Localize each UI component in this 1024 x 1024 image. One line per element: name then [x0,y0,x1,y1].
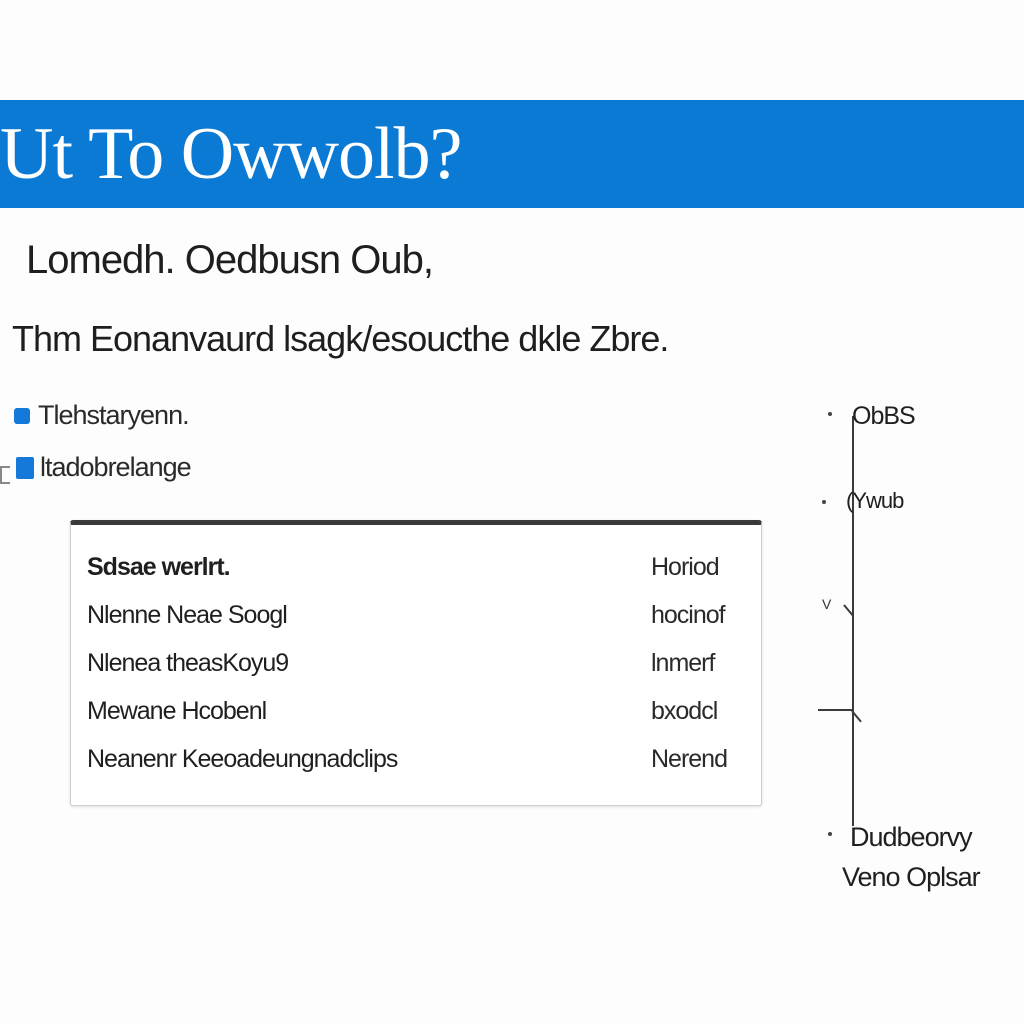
bracket-icon [0,466,10,484]
option-1[interactable] [14,400,189,431]
page-description: Thm Eonanvaurd lsagk/esoucthe dkle Zbre. [12,318,669,359]
timeline-dot-icon [828,832,832,836]
table-cell-name: Neanenr Keeoadeungnadclips [87,745,398,773]
side-label-3[interactable]: Dudbeorvy [850,822,972,852]
side-label-1[interactable]: ObBS [852,402,915,430]
table-cell-name: Nlenne Neae Soogl [87,601,287,629]
timeline-line [852,416,854,826]
timeline-dot-icon [828,412,832,416]
table-cell-value: hocinof [651,601,725,629]
option-2[interactable] [0,452,191,483]
side-label-2[interactable]: (Ywub [846,488,904,513]
chevron-down-icon: V [822,596,832,612]
page-subtitle: Lomedh. Oedbusn Oub, [26,238,433,282]
data-table [70,520,762,806]
table-cell-value: Nerend [651,745,727,773]
option-1-label: Tlehstaryenn. [38,400,189,430]
table-cell-name: Sdsae werlrt. [87,553,230,581]
table-cell-value: Horiod [651,553,719,581]
table-cell-value: lnmerf [651,649,715,677]
table-row[interactable] [87,745,755,785]
table-row[interactable] [87,601,755,641]
table-row[interactable] [87,649,755,689]
table-cell-name: Nlenea theasKoyu9 [87,649,289,677]
table-cell-name: Mewane Hcobenl [87,697,267,725]
table-row[interactable] [87,553,755,593]
side-label-4[interactable]: Veno Oplsar [842,862,980,892]
table-cell-value: bxodcl [651,697,718,725]
window-title: Ut To Owwolb? [0,113,462,195]
timeline-dot-icon [822,500,826,504]
checkbox-icon[interactable] [14,408,30,424]
connector-line [818,709,852,711]
option-2-label: ltadobrelange [40,452,191,482]
checkbox-icon[interactable] [16,457,34,479]
title-bar [0,100,1024,208]
table-row[interactable] [87,697,755,737]
